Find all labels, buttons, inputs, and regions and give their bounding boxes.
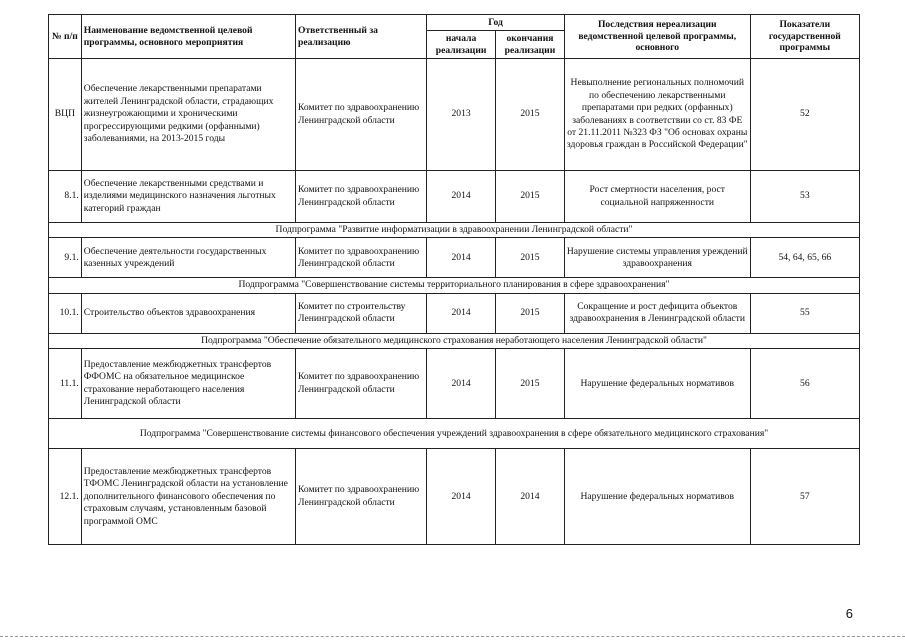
row-year-start: 2014: [427, 171, 496, 223]
header-row-1: [49, 15, 860, 31]
header-name: Наименование ведомственной целевой программы, основного мероприятия: [81, 15, 295, 59]
section-row: [49, 223, 860, 238]
header-year-start: начала реализации: [427, 31, 496, 59]
row-indicators: 53: [750, 171, 859, 223]
row-year-start: 2014: [427, 349, 496, 419]
row-name: Предоставление межбюджетных трансфертов ТФОМС Ленинградской области на установление дополнительного финансового обеспечения по страховым случаям, установленным базовой программой ОМС: [81, 449, 295, 545]
row-year-end: 2015: [496, 171, 565, 223]
row-num: 9.1.: [49, 238, 82, 278]
row-responsible: Комитет по здравоохранению Ленинградской области: [296, 349, 427, 419]
row-year-start: 2014: [427, 449, 496, 545]
row-name: Обеспечение деятельности государственных казенных учреждений: [81, 238, 295, 278]
row-year-end: 2015: [496, 59, 565, 171]
row-responsible: Комитет по строительству Ленинградской области: [296, 293, 427, 333]
row-indicators: 57: [750, 449, 859, 545]
row-year-end: 2015: [496, 293, 565, 333]
row-num: 8.1.: [49, 171, 82, 223]
row-indicators: 54, 64, 65, 66: [750, 238, 859, 278]
section-title: Подпрограмма "Совершенствование системы финансового обеспечения учреждений здравоохранения в сфере обязательного медицинского страхования": [49, 419, 860, 449]
header-consequences: Последствия нереализации ведомственной целевой программы, основного: [564, 15, 750, 59]
header-indicators: Показатели государственной программы: [750, 15, 859, 59]
row-consequences: Сокращение и рост дефицита объектов здравоохранения в Ленинградской области: [564, 293, 750, 333]
table-row: [49, 449, 860, 545]
row-consequences: Рост смертности населения, рост социальной напряженности: [564, 171, 750, 223]
table-row: [49, 349, 860, 419]
section-row: [49, 333, 860, 348]
header-num: № п/п: [49, 15, 82, 59]
row-year-end: 2015: [496, 349, 565, 419]
header-year-end: окончания реализации: [496, 31, 565, 59]
row-responsible: Комитет по здравоохранению Ленинградской области: [296, 449, 427, 545]
row-num: ВЦП: [49, 59, 82, 171]
row-responsible: Комитет по здравоохранению Ленинградской области: [296, 238, 427, 278]
row-responsible: Комитет по здравоохранению Ленинградской области: [296, 59, 427, 171]
row-consequences: Нарушение федеральных нормативов: [564, 349, 750, 419]
section-row: [49, 278, 860, 293]
row-num: 12.1.: [49, 449, 82, 545]
header-responsible: Ответственный за реализацию: [296, 15, 427, 59]
program-table: [48, 14, 860, 545]
section-title: Подпрограмма "Развитие информатизации в здравоохранении Ленинградской области": [49, 223, 860, 238]
row-consequences: Нарушение федеральных нормативов: [564, 449, 750, 545]
header-year: Год: [427, 15, 565, 31]
row-year-end: 2014: [496, 449, 565, 545]
table-row: [49, 171, 860, 223]
row-responsible: Комитет по здравоохранению Ленинградской области: [296, 171, 427, 223]
table-row: [49, 59, 860, 171]
row-consequences: Невыполнение региональных полномочий по обеспечению лекарственными препаратами при редких (орфанных) заболеваниях в соответствии со ст. 83 ФЕ от 21.11.2011 №323 ФЗ "Об основах охраны здоровья граждан в Российской Федерации": [564, 59, 750, 171]
row-indicators: 56: [750, 349, 859, 419]
row-year-end: 2015: [496, 238, 565, 278]
row-num: 11.1.: [49, 349, 82, 419]
row-name: Предоставление межбюджетных трансфертов ФФОМС на обязательное медицинское страхование неработающего населения Ленинградской области: [81, 349, 295, 419]
table-row: [49, 238, 860, 278]
section-title: Подпрограмма "Совершенствование системы территориального планирования в сфере здравоохранения": [49, 278, 860, 293]
row-year-start: 2014: [427, 293, 496, 333]
row-num: 10.1.: [49, 293, 82, 333]
row-name: Обеспечение лекарственными препаратами жителей Ленинградской области, страдающих жизнеугрожающими и хроническими прогрессирующими редкими (орфанными) заболеваниями, на 2013-2015 годы: [81, 59, 295, 171]
row-name: Строительство объектов здравоохранения: [81, 293, 295, 333]
row-indicators: 52: [750, 59, 859, 171]
row-consequences: Нарушение системы управления уреждений здравоохранения: [564, 238, 750, 278]
scan-edge-divider: [0, 636, 905, 638]
row-year-start: 2013: [427, 59, 496, 171]
row-name: Обеспечение лекарственными средствами и изделиями медицинского назначения льготных категорий граждан: [81, 171, 295, 223]
section-title: Подпрограмма "Обеспечение обязательного медицинского страхования неработающего населения Ленинградской области": [49, 333, 860, 348]
table-row: [49, 293, 860, 333]
section-row: [49, 419, 860, 449]
row-year-start: 2014: [427, 238, 496, 278]
row-indicators: 55: [750, 293, 859, 333]
page-number: 6: [845, 606, 853, 621]
